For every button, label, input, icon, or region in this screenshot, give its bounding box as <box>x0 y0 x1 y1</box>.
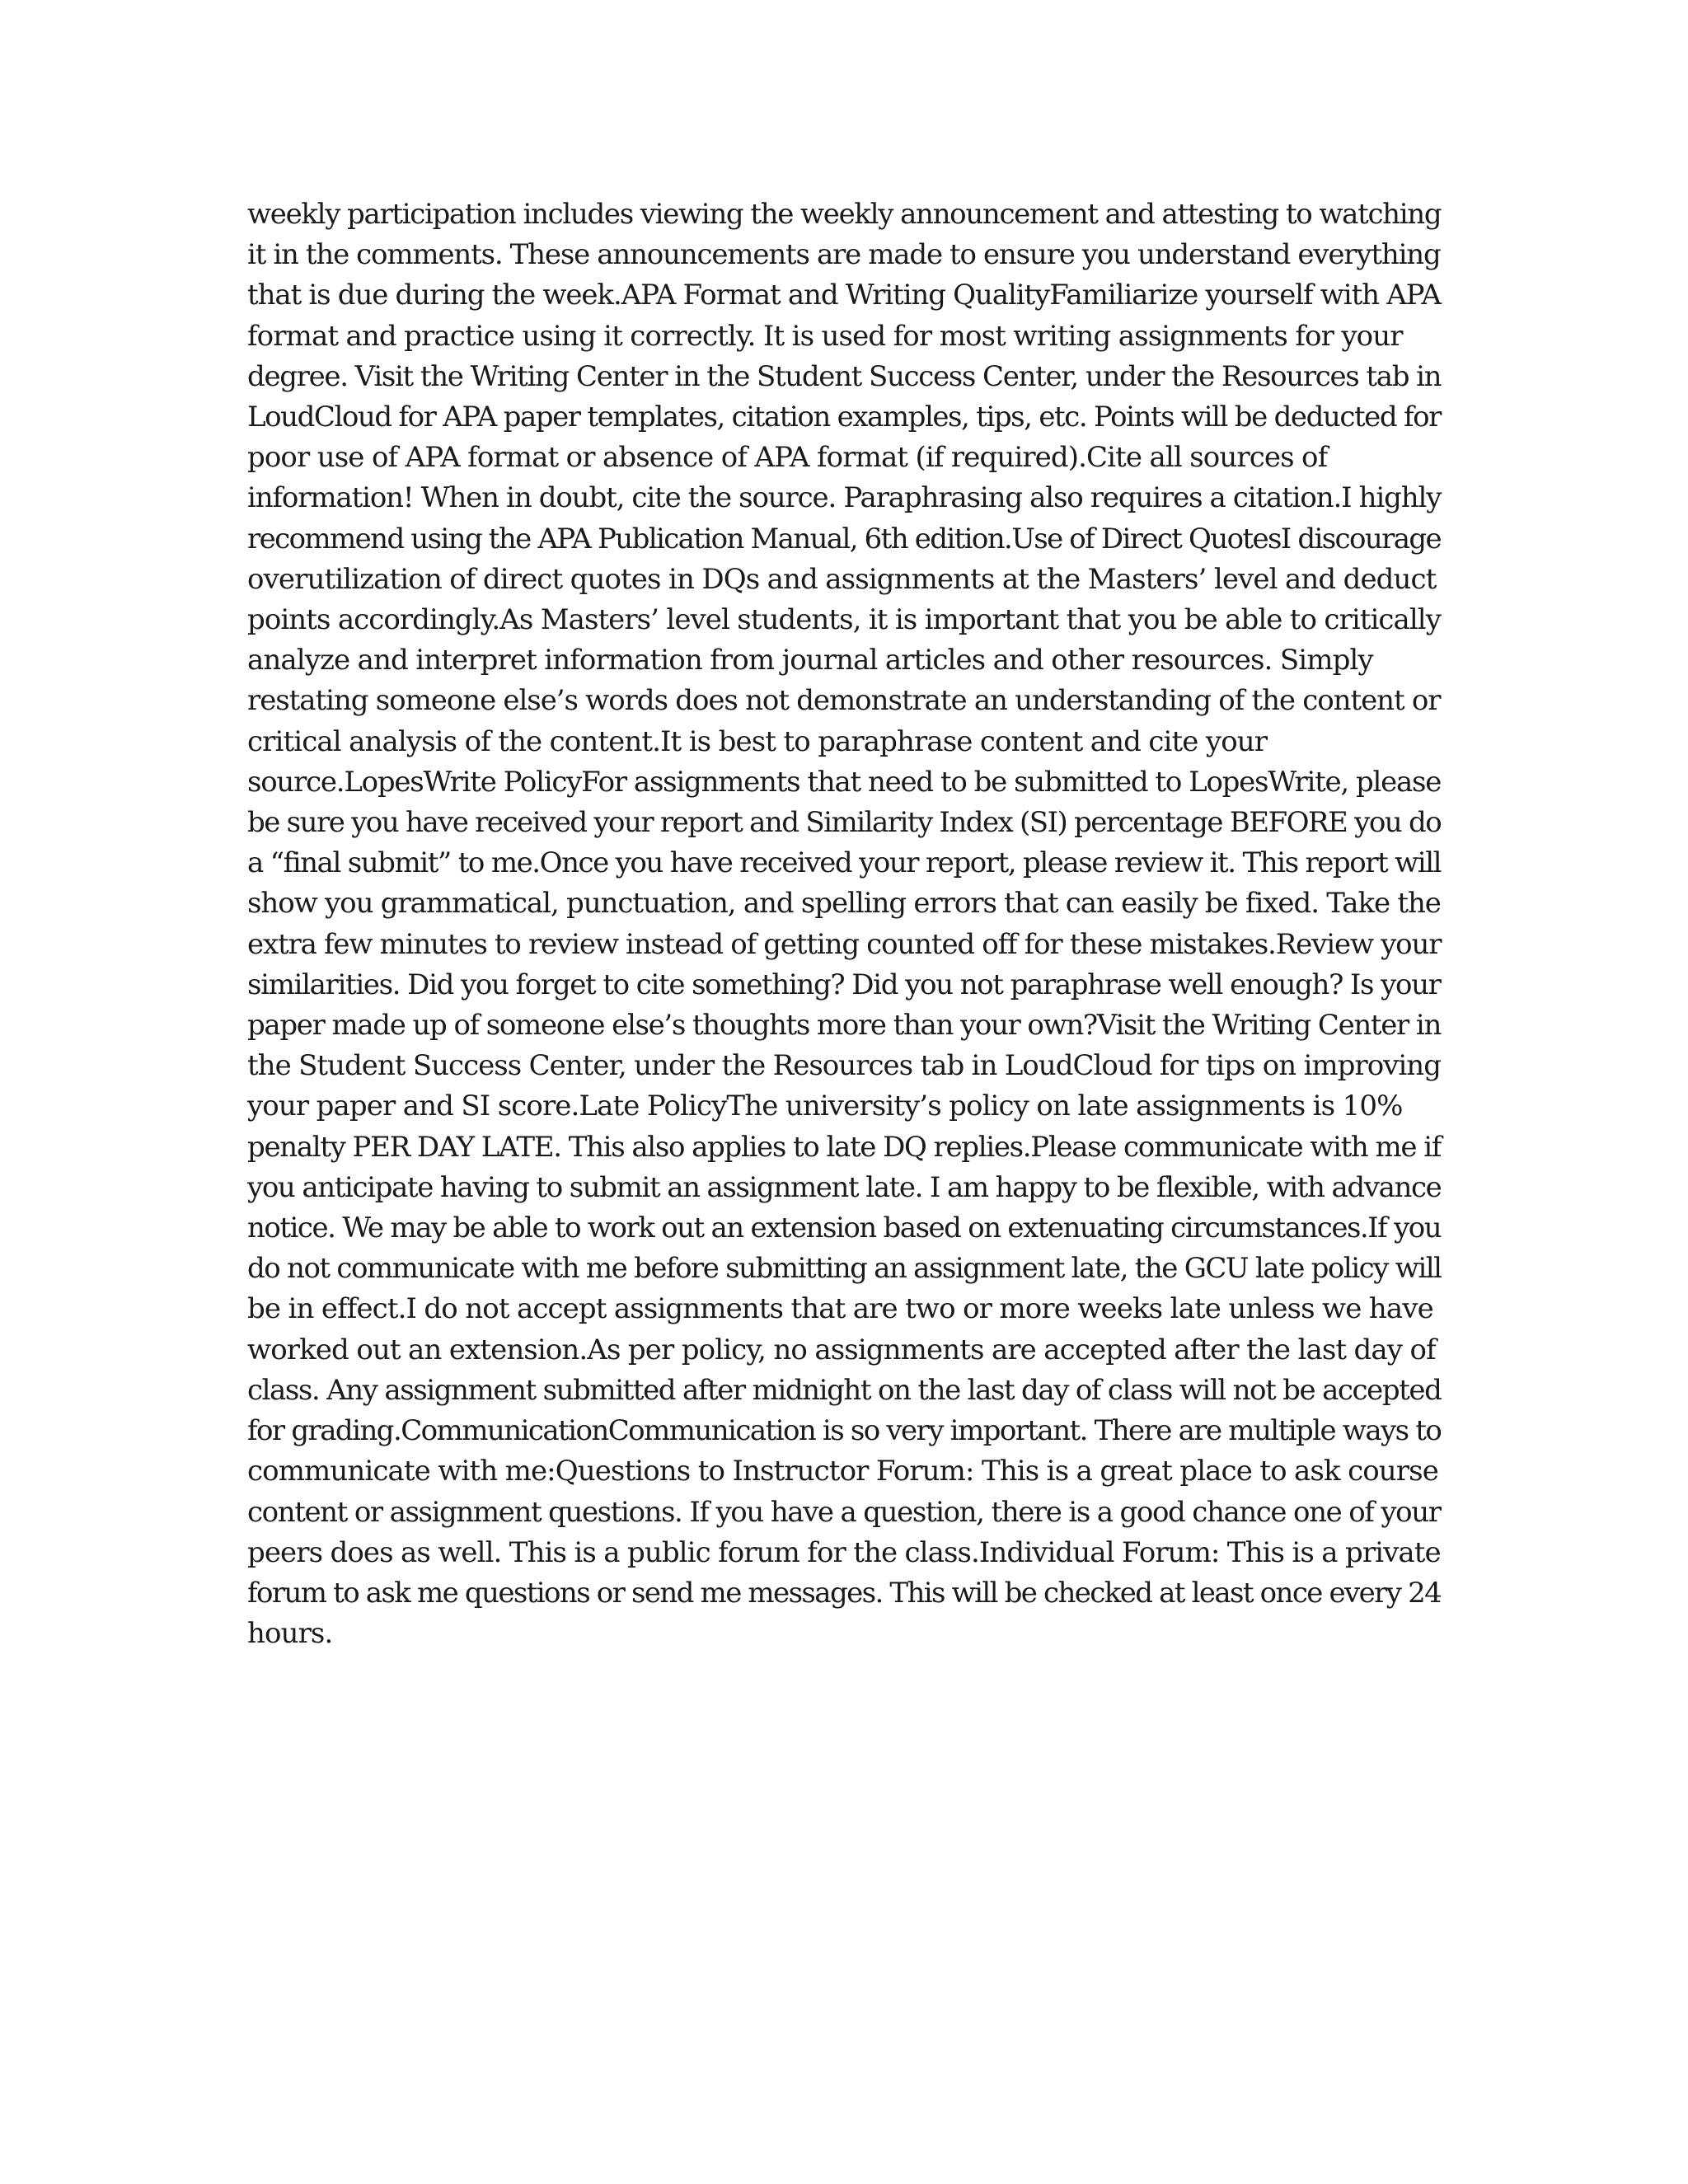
text-line: notice. We may be able to work out an extension based on extenuating circumstances.If you <box>247 1212 1442 1245</box>
text-line: the Student Success Center, under the Resources tab in LoudCloud for tips on improving <box>247 1049 1441 1083</box>
text-line: information! When in doubt, cite the source. Paraphrasing also requires a citation.I highly <box>247 481 1442 515</box>
text-line: content or assignment questions. If you have a question, there is a good chance one of your <box>247 1495 1441 1529</box>
text-line: source.LopesWrite PolicyFor assignments that need to be submitted to LopesWrite, please <box>247 765 1442 799</box>
text-line: show you grammatical, punctuation, and spelling errors that can easily be fixed. Take the <box>247 887 1441 921</box>
text-line: do not communicate with me before submitting an assignment late, the GCU late policy will <box>247 1252 1442 1286</box>
text-line: penalty PER DAY LATE. This also applies to late DQ replies.Please communicate with me if <box>247 1130 1442 1164</box>
text-line: your paper and SI score.Late PolicyThe university’s policy on late assignments is 10% <box>247 1090 1403 1123</box>
text-line: restating someone else’s words does not demonstrate an understanding of the content or <box>247 684 1441 718</box>
text-line: that is due during the week.APA Format and Writing QualityFamiliarize yourself with APA <box>247 279 1441 312</box>
text-line: similarities. Did you forget to cite something? Did you not paraphrase well enough? Is your <box>247 968 1441 1001</box>
text-line: a “final submit” to me.Once you have received your report, please review it. This report will <box>247 846 1442 880</box>
text-line: it in the comments. These announcements are made to ensure you understand everything <box>247 238 1441 272</box>
text-line: recommend using the APA Publication Manual, 6th edition.Use of Direct QuotesI discourage <box>247 522 1442 555</box>
text-line: overutilization of direct quotes in DQs and assignments at the Masters’ level and deduct <box>247 562 1437 596</box>
body-text <box>247 194 1441 1654</box>
text-line: class. Any assignment submitted after midnight on the last day of class will not be accepted <box>247 1373 1442 1407</box>
text-line: poor use of APA format or absence of APA format (if required).Cite all sources of <box>247 441 1328 475</box>
text-line: you anticipate having to submit an assignment late. I am happy to be flexible, with advance <box>247 1170 1442 1204</box>
text-line: LoudCloud for APA paper templates, citation examples, tips, etc. Points will be deducted for <box>247 401 1441 434</box>
text-line: weekly participation includes viewing the weekly announcement and attesting to watching <box>247 198 1442 231</box>
text-line: hours. <box>247 1617 333 1651</box>
text-line: peers does as well. This is a public forum for the class.Individual Forum: This is a private <box>247 1535 1441 1569</box>
text-line: critical analysis of the content.It is best to paraphrase content and cite your <box>247 724 1268 758</box>
text-line: paper made up of someone else’s thoughts more than your own?Visit the Writing Center in <box>247 1009 1442 1043</box>
text-line: analyze and interpret information from journal articles and other resources. Simply <box>247 644 1373 677</box>
text-line: forum to ask me questions or send me messages. This will be checked at least once every 24 <box>247 1576 1442 1610</box>
text-line: worked out an extension.As per policy, no assignments are accepted after the last day of <box>247 1333 1436 1366</box>
text-line: degree. Visit the Writing Center in the Student Success Center, under the Resources tab in <box>247 359 1442 393</box>
text-line: be sure you have received your report and Similarity Index (SI) percentage BEFORE you do <box>247 806 1442 840</box>
text-line: be in effect.I do not accept assignments that are two or more weeks late unless we have <box>247 1292 1433 1326</box>
text-line: format and practice using it correctly. It is used for most writing assignments for your <box>247 319 1403 353</box>
text-line: communicate with me:Questions to Instructor Forum: This is a great place to ask course <box>247 1455 1438 1488</box>
text-line: for grading.CommunicationCommunication is so very important. There are multiple ways to <box>247 1414 1442 1448</box>
text-line: points accordingly.As Masters’ level students, it is important that you be able to critically <box>247 603 1441 637</box>
text-line: extra few minutes to review instead of getting counted off for these mistakes.Review your <box>247 927 1442 961</box>
